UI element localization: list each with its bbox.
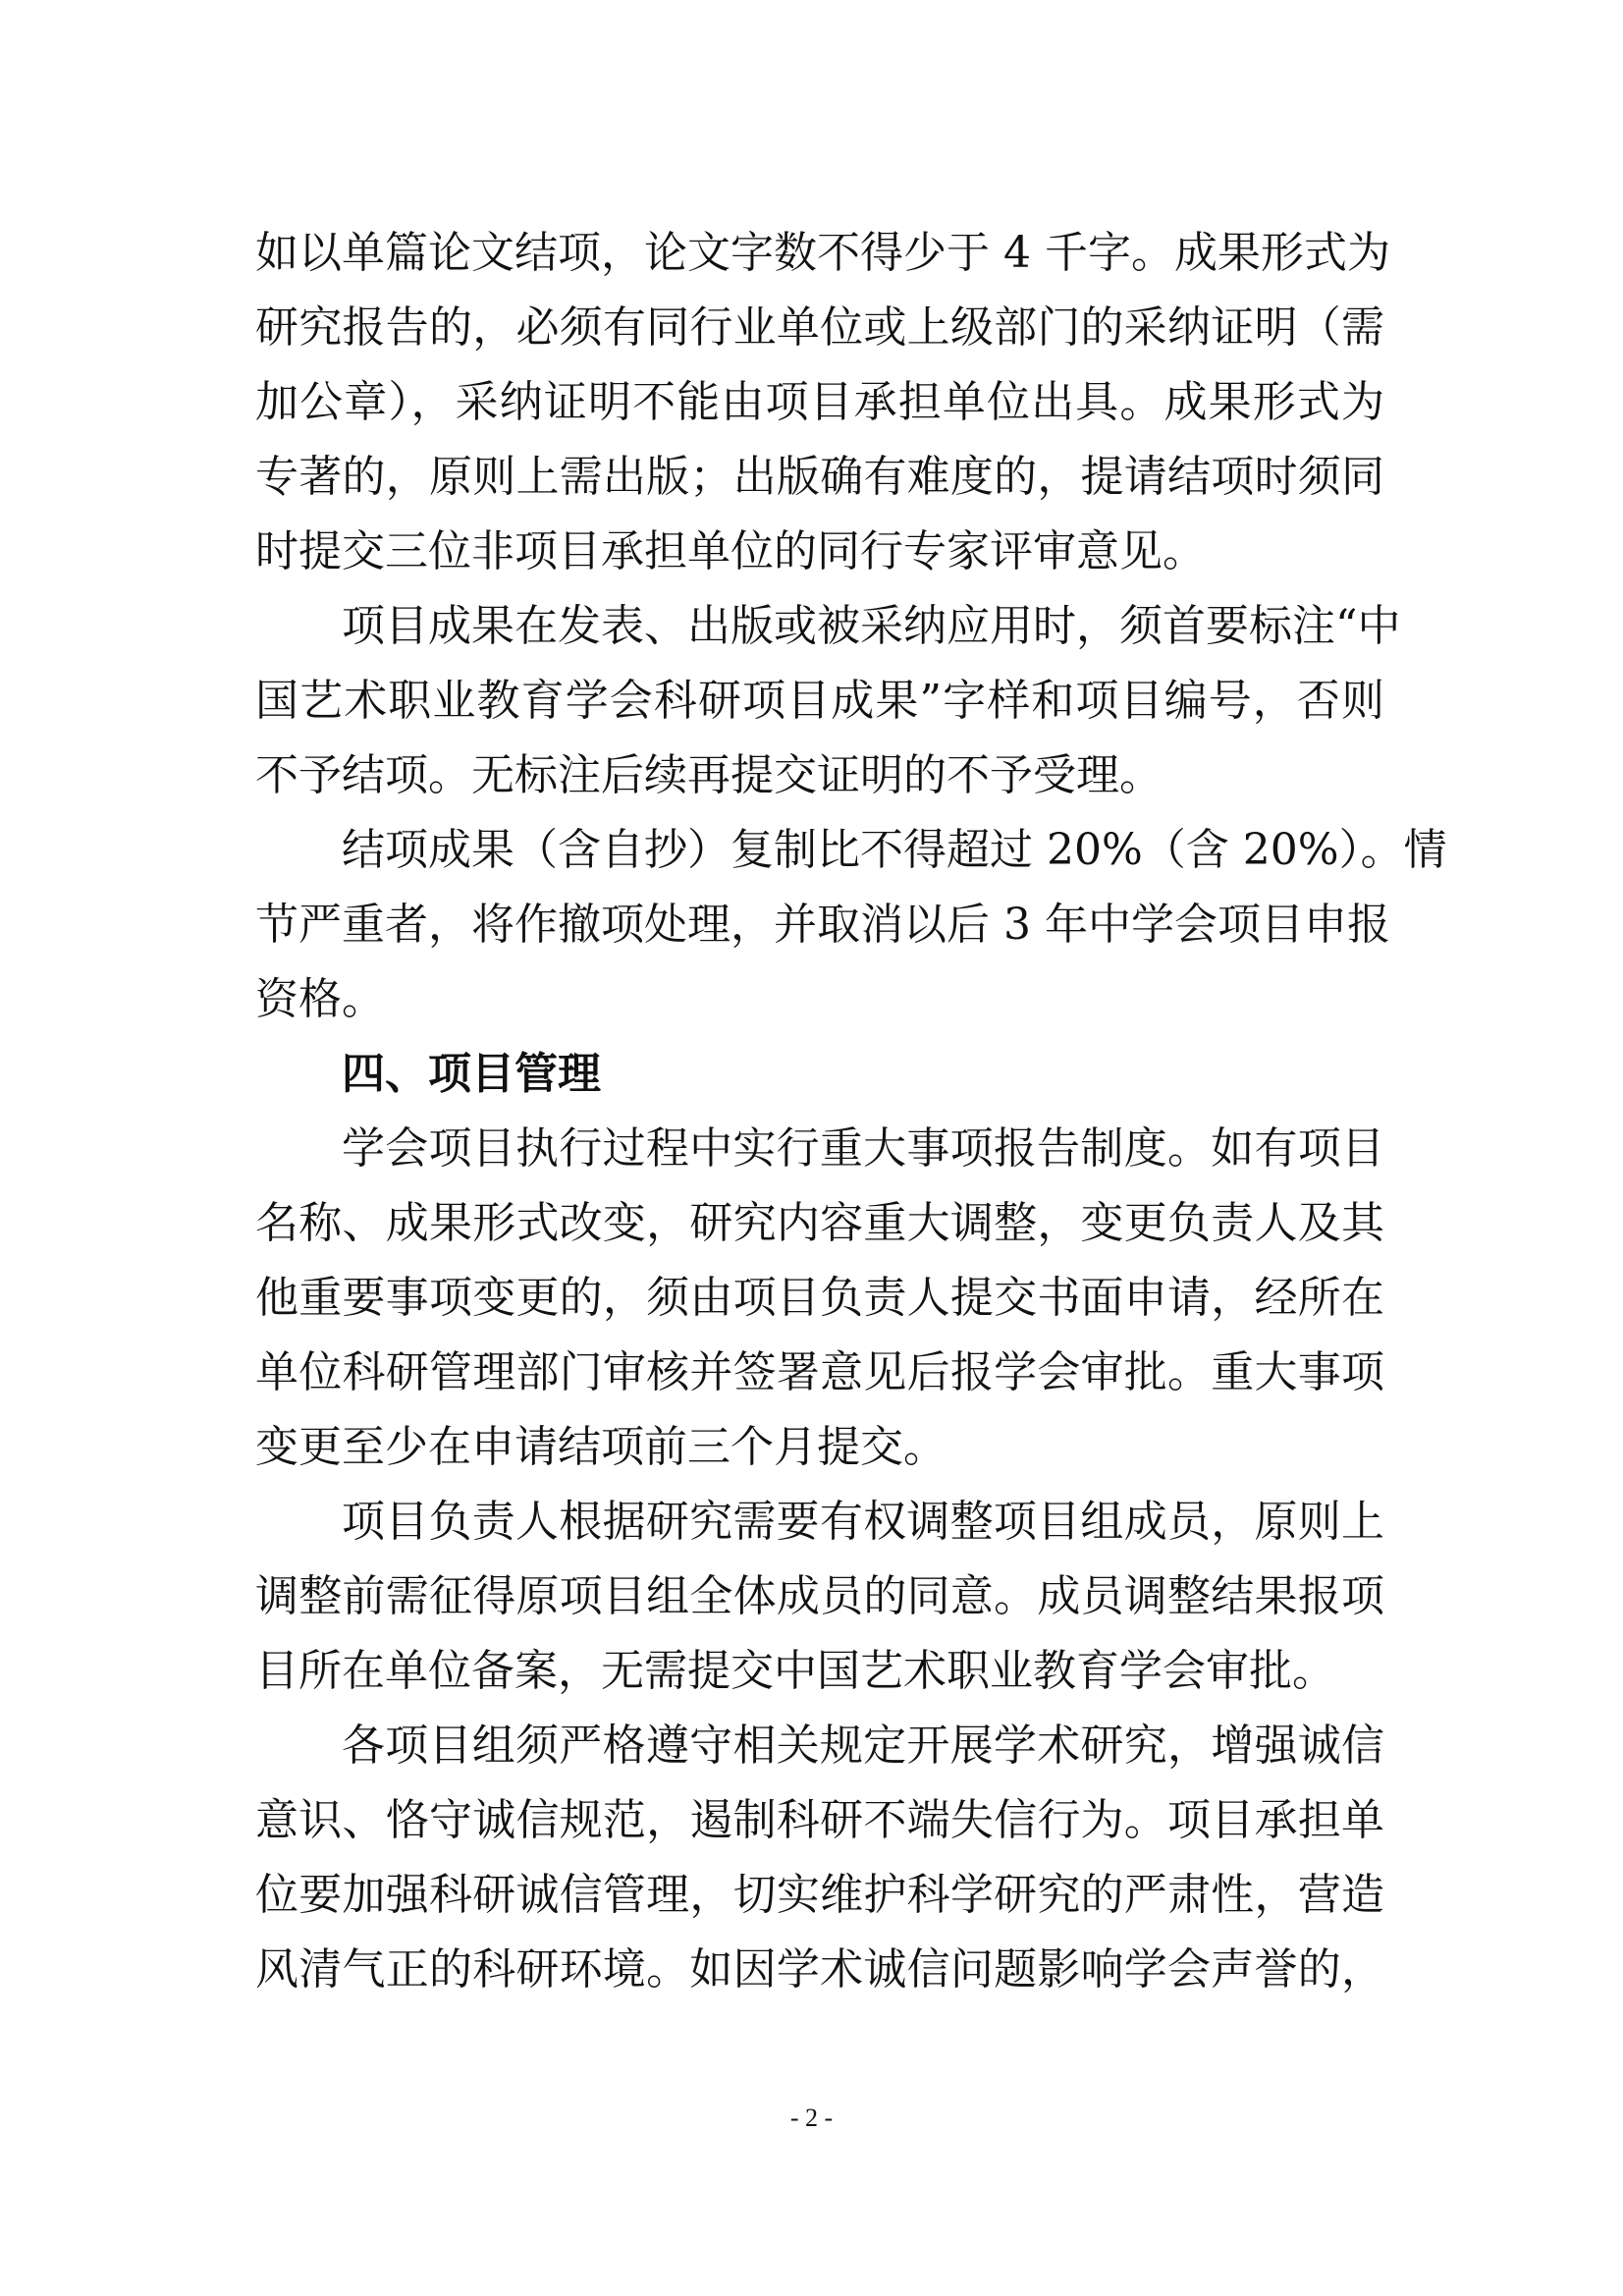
paragraph-line: 结项成果（含自抄）复制比不得超过 20%（含 20%）。情	[342, 825, 1447, 875]
section-heading: 四、项目管理	[342, 1049, 601, 1099]
paragraph-line: 研究报告的，必须有同行业单位或上级部门的采纳证明（需	[255, 302, 1384, 353]
paragraph-line: 国艺术职业教育学会科研项目成果”字样和项目编号，否则	[255, 676, 1384, 726]
paragraph-line: 时提交三位非项目承担单位的同行专家评审意见。	[255, 526, 1206, 576]
paragraph-line: 位要加强科研诚信管理，切实维护科学研究的严肃性，营造	[255, 1870, 1384, 1920]
paragraph-line: 资格。	[255, 974, 385, 1024]
paragraph-line: 不予结项。无标注后续再提交证明的不予受理。	[255, 750, 1163, 800]
paragraph-line: 他重要事项变更的，须由项目负责人提交书面申请，经所在	[255, 1273, 1384, 1323]
paragraph-line: 节严重者，将作撤项处理，并取消以后 3 年中学会项目申报	[255, 900, 1390, 950]
page-number: - 2 -	[789, 2104, 834, 2132]
paragraph-line: 调整前需征得原项目组全体成员的同意。成员调整结果报项	[255, 1571, 1384, 1621]
paragraph-line: 变更至少在申请结项前三个月提交。	[255, 1422, 947, 1472]
paragraph-line: 学会项目执行过程中实行重大事项报告制度。如有项目	[342, 1123, 1384, 1174]
paragraph-line: 风清气正的科研环境。如因学术诚信问题影响学会声誉的，	[255, 1944, 1384, 1995]
paragraph-line: 意识、恪守诚信规范，遏制科研不端失信行为。项目承担单	[255, 1795, 1384, 1845]
paragraph-line: 加公章），采纳证明不能由项目承担单位出具。成果形式为	[255, 377, 1384, 427]
paragraph-line: 单位科研管理部门审核并签署意见后报学会审批。重大事项	[255, 1347, 1384, 1397]
paragraph-line: 项目负责人根据研究需要有权调整项目组成员，原则上	[342, 1497, 1384, 1547]
paragraph-line: 如以单篇论文结项，论文字数不得少于 4 千字。成果形式为	[255, 228, 1390, 278]
paragraph-line: 专著的，原则上需出版；出版确有难度的，提请结项时须同	[255, 452, 1384, 502]
paragraph-line: 各项目组须严格遵守相关规定开展学术研究，增强诚信	[342, 1721, 1384, 1771]
paragraph-line: 名称、成果形式改变，研究内容重大调整，变更负责人及其	[255, 1198, 1384, 1248]
paragraph-line: 项目成果在发表、出版或被采纳应用时，须首要标注“中	[342, 601, 1401, 651]
paragraph-line: 目所在单位备案，无需提交中国艺术职业教育学会审批。	[255, 1646, 1335, 1696]
